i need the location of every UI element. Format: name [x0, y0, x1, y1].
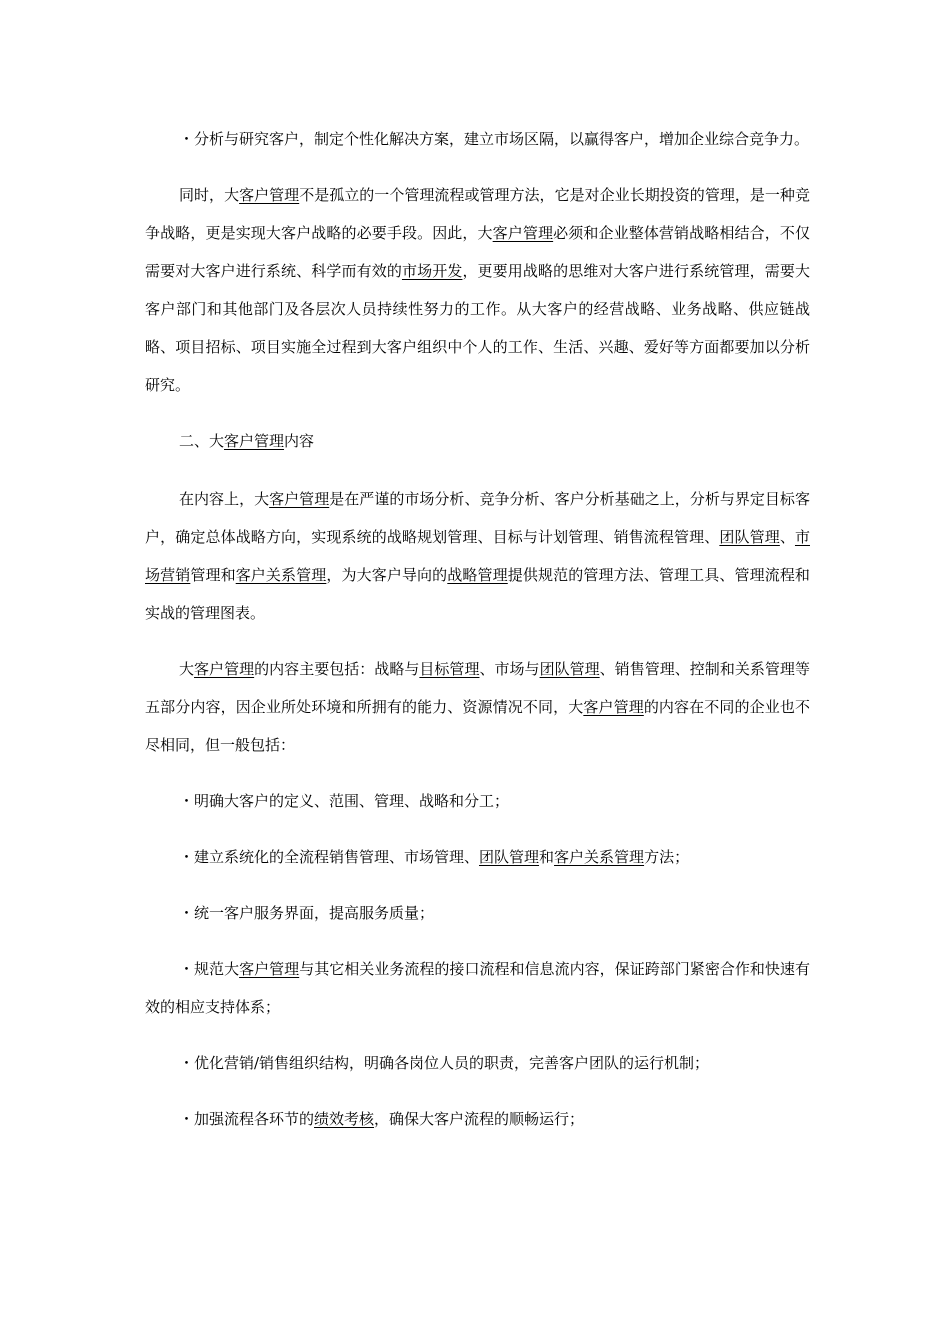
underlined-term[interactable]: 客户关系管理 — [554, 848, 645, 866]
text-run: 、销售管理、控制和关系管理等五部分内容，因企业所处环境和所拥有的能力、资源情况不同，大 — [145, 660, 810, 716]
document-page — [145, 120, 810, 1156]
text-run: ，为大客户导向的 — [326, 566, 448, 584]
text-run: 、 — [779, 528, 795, 546]
underlined-term[interactable]: 战略管理 — [447, 566, 508, 584]
text-run: ・分析与研究客户，制定个性化解决方案，建立市场区隔，以赢得客户，增加企业综合竞争力。 — [179, 130, 810, 148]
bullet-service — [145, 894, 810, 932]
text-run: ，确保大客户流程的顺畅运行； — [374, 1110, 585, 1128]
underlined-term[interactable]: 客户管理 — [269, 490, 330, 508]
text-run: 和 — [539, 848, 555, 866]
underlined-term[interactable]: 客户管理 — [492, 224, 554, 242]
underlined-term[interactable]: 客户管理 — [239, 186, 300, 204]
text-run: 的内容在不同的企业也不尽相同，但一般包括： — [145, 698, 810, 754]
bullet-definition — [145, 782, 810, 820]
text-run: ・规范大 — [179, 960, 240, 978]
underlined-term[interactable]: 客户管理 — [239, 960, 300, 978]
text-run: 同时，大 — [179, 186, 240, 204]
text-run: 与其它相关业务流程的接口流程和信息流内容，保证跨部门紧密合作和快速有效的相应支持体系； — [145, 960, 810, 1016]
text-run: ・优化营销/销售组织结构，明确各岗位人员的职责，完善客户团队的运行机制； — [179, 1054, 710, 1072]
text-run: 、市场与 — [479, 660, 540, 678]
text-run: ・明确大客户的定义、范围、管理、战略和分工； — [179, 792, 510, 810]
text-run: 方法； — [644, 848, 690, 866]
underlined-term[interactable]: 团队管理 — [719, 528, 780, 546]
text-run: 的内容主要包括：战略与 — [254, 660, 420, 678]
underlined-term[interactable]: 目标管理 — [419, 660, 480, 678]
text-run: 管理和 — [190, 566, 236, 584]
underlined-term[interactable]: 客户管理 — [583, 698, 644, 716]
section-heading — [145, 422, 810, 460]
text-run: ，更要用战略的思维对大客户进行系统管理，需要大客户部门和其他部门及各层次人员持续性努力的工作。从大客户的经营战略、业务战略、供应链战略、项目招标、项目实施全过程到大客户组织中个人的工作、生活、兴趣、爱好等方面都要加以分析研究。 — [145, 262, 810, 394]
paragraph-bullet-analysis — [145, 120, 810, 158]
bullet-system — [145, 838, 810, 876]
text-run: ・统一客户服务界面，提高服务质量； — [179, 904, 435, 922]
text-run: 提供规范的管理方法、管理工具、管理流程和实战的管理图表。 — [145, 566, 810, 622]
underlined-term[interactable]: 团队管理 — [539, 660, 600, 678]
text-run: 内容 — [284, 432, 315, 450]
paragraph-main-content — [145, 650, 810, 764]
text-run: 不是孤立的一个管理流程或管理方法，它是对企业长期投资的管理，是一种竞争战略，更是实现大客户战略的必要手段。因此，大 — [145, 186, 810, 242]
paragraph-content — [145, 480, 810, 632]
text-run: 是在严谨的市场分析、竞争分析、客户分析基础之上，分析与界定目标客户，确定总体战略方向，实现系统的战略规划管理、目标与计划管理、销售流程管理、 — [145, 490, 810, 546]
bullet-process — [145, 950, 810, 1026]
underlined-term[interactable]: 客户管理 — [224, 432, 285, 450]
text-run: ・建立系统化的全流程销售管理、市场管理、 — [179, 848, 480, 866]
underlined-term[interactable]: 市场开发 — [401, 262, 463, 280]
underlined-term[interactable]: 市场营销 — [145, 528, 810, 584]
paragraph-strategy — [145, 176, 810, 404]
underlined-term[interactable]: 团队管理 — [479, 848, 540, 866]
bullet-performance — [145, 1100, 810, 1138]
underlined-term[interactable]: 绩效考核 — [314, 1110, 375, 1128]
text-run: 必须和企业整体营销战略相结合，不仅需要对大客户进行系统、科学而有效的 — [145, 224, 810, 280]
text-run: ・加强流程各环节的 — [179, 1110, 315, 1128]
text-run: 二、大 — [179, 432, 225, 450]
underlined-term[interactable]: 客户管理 — [194, 660, 255, 678]
underlined-term[interactable]: 客户关系管理 — [235, 566, 327, 584]
text-run: 大 — [179, 660, 195, 678]
bullet-organization — [145, 1044, 810, 1082]
text-run: 在内容上，大 — [179, 490, 270, 508]
